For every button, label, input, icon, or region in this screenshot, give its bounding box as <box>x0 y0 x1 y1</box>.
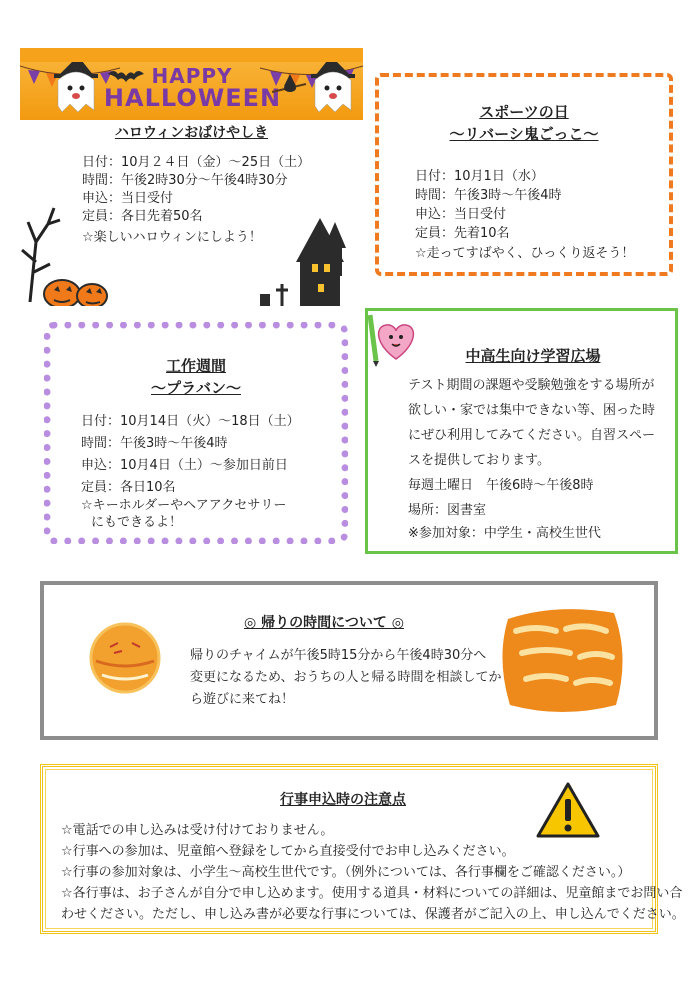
flying-witch-icon <box>270 72 310 98</box>
study-desc-4: スを提供しております。 <box>408 453 550 468</box>
notes-item-2: ☆行事への参加は、児童館へ登録をしてから直接受付でお申し込みください。 <box>61 844 515 859</box>
halloween-banner <box>20 62 363 120</box>
notes-item-1: ☆電話での申し込みは受け付けておりません。 <box>61 823 334 838</box>
sunset-icon <box>88 621 162 695</box>
sports-date: 日付：10月1日（水） <box>415 169 544 184</box>
notes-item-4: ☆各行事は、お子さんが自分で申し込めます。使用する道具・材料についての詳細は、児童館までお問い合 <box>61 886 683 901</box>
craft-application: 申込：10月4日（土）～参加日前日 <box>81 458 288 473</box>
notes-item-5: わせください。ただし、申し込み書が必要な行事については、保護者がご記入の上、申し込んでください。 <box>61 907 685 922</box>
craft-subtitle: ～プラバン～ <box>150 379 241 397</box>
return-time-title: ◎ 帰りの時間について ◎ <box>244 615 404 631</box>
sports-note: ☆走ってすばやく、ひっくり返そう！ <box>415 246 635 261</box>
halloween-date: 日付：10月２４日（金）～25日（土） <box>82 155 311 170</box>
sports-title: スポーツの日 <box>479 103 569 121</box>
study-target: ※参加対象：中学生・高校生世代 <box>408 526 601 541</box>
craft-note-1: ☆キーホルダーやヘアアクセサリー <box>81 498 287 513</box>
halloween-capacity: 定員：各日先着50名 <box>82 209 203 224</box>
study-place: 場所：図書室 <box>408 503 487 518</box>
warning-icon <box>535 781 601 839</box>
return-time-line-1: 帰りのチャイムが午後5時15分から午後4時30分へ <box>190 648 487 663</box>
study-schedule: 毎週土曜日 午後6時～午後8時 <box>408 478 594 493</box>
sports-day-event-box <box>375 73 673 276</box>
sunset-sky-illustration <box>496 601 630 719</box>
craft-date: 日付：10月14日（火）～18日（土） <box>81 414 300 429</box>
sports-application: 申込：当日受付 <box>415 207 507 222</box>
ghost-witch-icon <box>305 54 361 116</box>
halloween-event-box <box>20 48 363 306</box>
study-space-box <box>365 308 678 554</box>
return-time-line-3: ら遊びに来てね！ <box>190 692 295 707</box>
halloween-note: ☆楽しいハロウィンにしよう！ <box>82 230 262 245</box>
study-title: 中高生向け学習広場 <box>465 347 601 365</box>
return-time-line-2: 変更になるため、おうちの人と帰る時間を相談してか <box>190 670 502 685</box>
halloween-application: 申込：当日受付 <box>82 191 174 206</box>
sports-subtitle: ～リバーシ鬼ごっこ～ <box>449 125 599 143</box>
halloween-time: 時間：午後2時30分～午後4時30分 <box>82 173 288 188</box>
halloween-title: ハロウィンおばけやしき <box>114 125 269 141</box>
craft-week-event-box <box>44 322 348 544</box>
study-desc-3: にぜひ利用してみてください。自習スペー <box>408 428 656 443</box>
banner-halloween-text: HALLOWEEN <box>103 84 282 112</box>
haunted-scene-illustration <box>20 202 363 306</box>
return-time-notice-box <box>40 581 658 740</box>
study-desc-1: テスト期間の課題や受験勉強をする場所が <box>408 378 655 393</box>
craft-time: 時間：午後3時～午後4時 <box>81 436 228 451</box>
craft-title: 工作週間 <box>165 357 226 375</box>
craft-note-2: にもできるよ！ <box>91 515 183 530</box>
ghost-witch-icon <box>48 54 104 116</box>
notes-item-3: ☆行事の参加対象は、小学生～高校生世代です。（例外については、各行事欄をご確認ください。） <box>61 865 631 880</box>
bat-icon <box>106 66 146 86</box>
craft-capacity: 定員：各日10名 <box>81 480 176 495</box>
study-desc-2: 欲しい・家では集中できない等、困った時 <box>408 403 656 418</box>
sports-capacity: 定員：先着10名 <box>415 226 510 241</box>
notes-title: 行事申込時の注意点 <box>280 792 406 808</box>
sports-time: 時間：午後3時～午後4時 <box>415 188 562 203</box>
application-notes-box <box>40 764 685 934</box>
banner-happy-text: HAPPY <box>151 64 233 88</box>
